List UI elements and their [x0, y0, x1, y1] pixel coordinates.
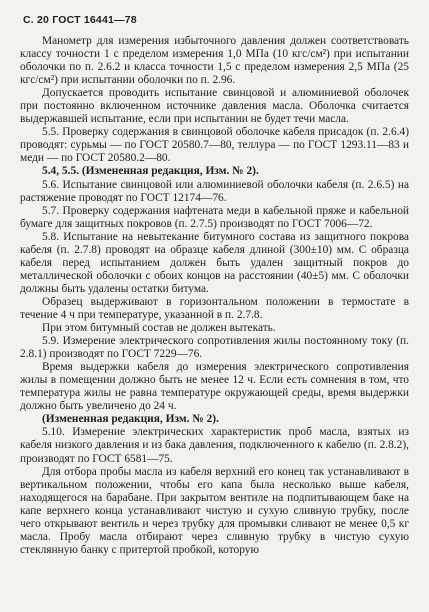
- paragraph: Допускается проводить испытание свинцовой и алюминиевой оболочек при постоянно включенном источнике давления масла. Оболочка считается выдержавшей испытание, если при испытании не будет течи масла.: [20, 87, 409, 126]
- paragraph: При этом битумный состав не должен вытекать.: [42, 322, 276, 335]
- amendment-note: 5.4, 5.5. (Измененная редакция, Изм. № 2).: [42, 165, 259, 178]
- paragraph: Образец выдерживают в горизонтальном положении в термостате в течение 4 ч при температуре, указанной в п. 2.7.8.: [20, 295, 409, 321]
- document-body: [20, 35, 409, 557]
- paragraph: Для отбора пробы масла из кабеля верхний его конец так устанавливают в вертикальном положении, чтобы его капа была несколько выше кабеля, находящегося на барабане. При закрытом вентиле на подпитывающем баке на капе верхнего конца устанавливают чистую и сухую сливную трубку, после чего открывают вентиль и через трубку для промывки сливают не менее 0,5 кг масла. Пробу масла отбирают через сливную трубку в чистую сухую стеклянную банку с притертой пробкой, которую: [20, 465, 409, 556]
- amendment-note: (Измененная редакция, Изм. № 2).: [42, 413, 219, 426]
- paragraph: Манометр для измерения избыточного давления должен соответствовать классу точности 1 с пределом измерения 1,0 МПа (10 кгс/см²) при испытании оболочки по п. 2.6.2 и класса точности 1,5 с пределом измерения 2,5 МПа (25 кгс/см²) при испытании оболочки по п. 2.96.: [20, 35, 409, 87]
- paragraph: 5.6. Испытание свинцовой или алюминиевой оболочки кабеля (п. 2.6.5) на растяжение проводят по ГОСТ 12174—76.: [20, 178, 409, 204]
- paragraph: 5.5. Проверку содержания в свинцовой оболочке кабеля присадок (п. 2.6.4) проводят: сурьмы — по ГОСТ 20580.7—80, теллура — по ГОСТ 1293.11—83 и меди — по ГОСТ 20580.2—80.: [20, 126, 409, 165]
- paragraph: Время выдержки кабеля до измерения электрического сопротивления жилы в помещении должно быть не менее 12 ч. Если есть сомнения в том, что температура жилы не равна температуре окружающей среды, время выдержки должно быть увеличено до 24 ч.: [20, 361, 409, 413]
- paragraph: 5.8. Испытание на невытекание битумного состава из защитного покрова кабеля (п. 2.7.8) проводят на образце кабеля длиной (300±10) мм. С образца кабеля перед испытанием должен быть удален защитный покров до металлической оболочки с обоих концов на расстоянии (40±5) мм. С оболочки должны быть удалены остатки битума.: [20, 230, 409, 295]
- paragraph: 5.9. Измерение электрического сопротивления жилы постоянному току (п. 2.8.1) производят по ГОСТ 7229—76.: [20, 335, 409, 361]
- paragraph: 5.7. Проверку содержания нафтената меди в кабельной пряже и кабельной бумаге для защитных покровов (п. 2.7.5) производят по ГОСТ 7006—72.: [20, 204, 409, 230]
- paragraph: 5.10. Измерение электрических характеристик проб масла, взятых из кабеля низкого давления и из бака давления, подключенного к кабелю (п. 2.8.2), производят по ГОСТ 6581—75.: [20, 426, 409, 465]
- page-header: С. 20 ГОСТ 16441—78: [23, 14, 137, 26]
